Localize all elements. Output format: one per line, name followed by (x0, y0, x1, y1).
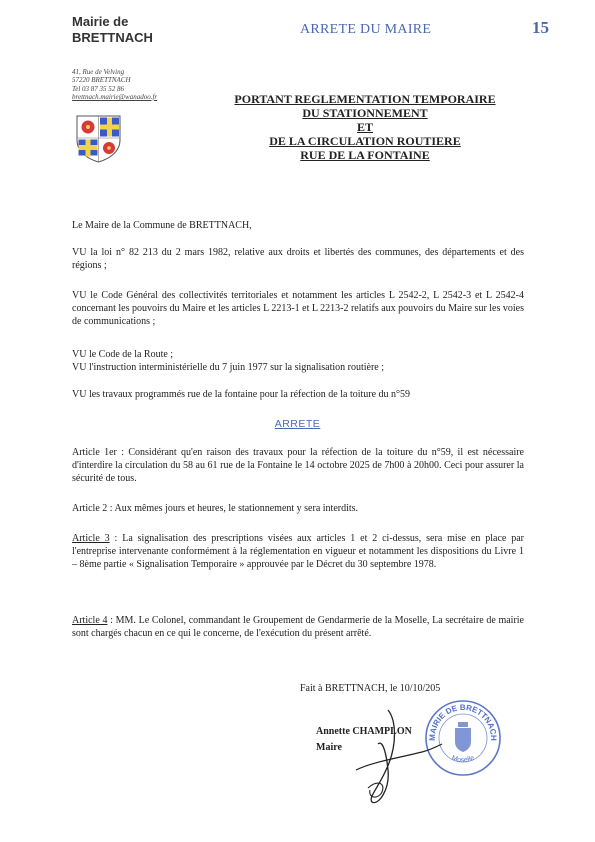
preamble-vu-loi: VU la loi n° 82 213 du 2 mars 1982, relative aux droits et libertés des communes, des départements et des régions ; (72, 247, 524, 271)
article-4 (72, 614, 524, 640)
stamp-text: MAIRIE DE BRETTNACH (427, 702, 499, 741)
place-and-date: Fait à BRETTNACH, le 10/10/205 (300, 683, 441, 694)
document-title: ARRETE DU MAIRE (300, 22, 432, 37)
subject-line: DE LA CIRCULATION ROUTIERE (269, 134, 461, 148)
subject-line: PORTANT REGLEMENTATION TEMPORAIRE (234, 92, 496, 106)
article-label: Article 1er (72, 447, 117, 458)
address-line: 41, Rue de Velving (72, 68, 125, 76)
signatory-name: Annette CHAMPLON (316, 726, 412, 737)
address-line: 57220 BRETTNACH (72, 76, 131, 85)
article-label: Article 4 (72, 615, 108, 626)
article-text: : Aux mêmes jours et heures, le stationnement y sera interdits. (107, 503, 359, 514)
article-text: : Considérant qu'en raison des travaux pour la réfection de la toiture du n°59, il est nécessaire d'interdire la circulation du 58 au 61 rue de la Fontaine le 14 octobre 2025 de 7h00 à 20h00. Ceci pour assurer la sécurité de tous. (72, 447, 524, 484)
address-line: Tel 03 87 35 52 86 (72, 84, 125, 93)
article-text: : MM. Le Colonel, commandant le Groupement de Gendarmerie de la Moselle, La secrétaire de mairie sont chargés chacun en ce qui le concerne, de l'exécution du présent arrêté. (72, 615, 524, 639)
article-2 (72, 502, 524, 515)
article-1 (72, 446, 524, 485)
stamp-region: Moselle (450, 754, 476, 765)
preamble-vu-code-route: VU le Code de la Route ; (72, 349, 174, 360)
article-label: Article 3 (72, 533, 110, 544)
handwritten-signature (338, 700, 458, 810)
subject-line: RUE DE LA FONTAINE (300, 148, 430, 162)
signatory-role: Maire (316, 742, 342, 753)
mairie-name-line1: Mairie de (72, 14, 129, 29)
article-label: Article 2 (72, 503, 108, 514)
mairie-address (72, 68, 157, 101)
article-3 (72, 532, 524, 571)
subject-line: ET (356, 120, 373, 134)
preamble-vu-instruction: VU l'instruction interministérielle du 7 juin 1977 sur la signalisation routière ; (72, 362, 385, 373)
preamble-vu-cgct: VU le Code Général des collectivités territoriales et notamment les articles L 2542-2, L 2542-3 et L 2542-4 concernant les pouvoirs du Maire et les articles L 2213-1 et L 2213-2 relatifs aux pouvoirs du Maire sur les voies de communications ; (72, 290, 524, 327)
subject-line: DU STATIONNEMENT (302, 106, 428, 120)
arrete-subject (200, 92, 530, 162)
preamble-intro: Le Maire de la Commune de BRETTNACH, (72, 220, 252, 231)
preamble-vu-travaux: VU les travaux programmés rue de la fontaine pour la réfection de la toiture du n°59 (72, 389, 411, 400)
mairie-email-link[interactable]: brettnach.mairie@wanadoo.fr (72, 92, 158, 101)
mairie-name (72, 14, 182, 46)
coat-of-arms-icon (75, 114, 122, 163)
article-text: : La signalisation des prescriptions visées aux articles 1 et 2 ci-dessus, sera mise en place par l'entreprise intervenante conformément à la réglementation en vigueur et notamment les dispositions du Livre 1 – 8ème partie « Signalisation Temporaire » approuvée par le Décret du 30 septembre 1978. (72, 533, 524, 570)
arrete-heading: ARRETE (274, 418, 321, 430)
mairie-name-line2: BRETTNACH (72, 30, 153, 45)
document-number: 15 (532, 18, 549, 37)
